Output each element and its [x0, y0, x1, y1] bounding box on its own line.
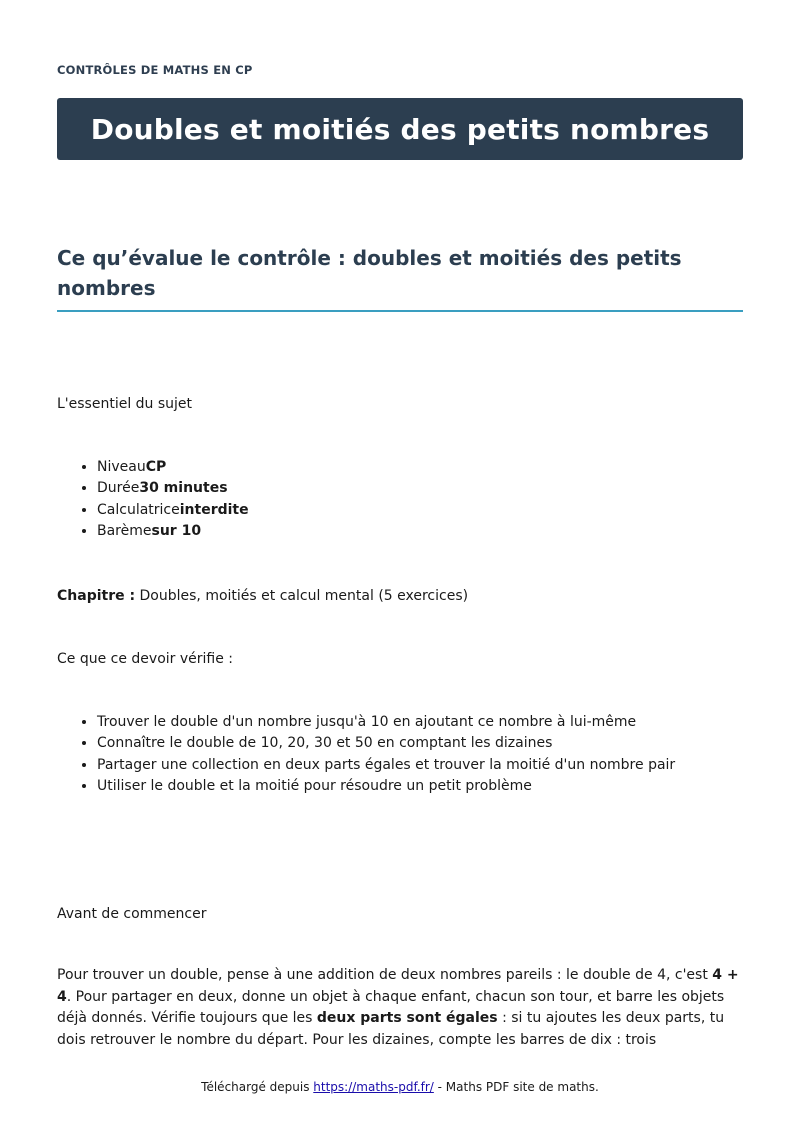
checks-list — [57, 712, 675, 797]
footer: Téléchargé depuis https://maths-pdf.fr/ - Maths PDF site de maths. — [201, 1080, 599, 1094]
chapter-label: Chapitre : — [57, 588, 136, 604]
list-item: • Barèmesur 10 — [97, 521, 249, 542]
page-title: Doubles et moitiés des petits nombres — [90, 112, 710, 146]
checks-heading: Ce que ce devoir vérifie : — [57, 651, 234, 667]
list-item: • Utiliser le double et la moitié pour résoudre un petit problème — [97, 776, 675, 797]
before-heading: Avant de commencer — [57, 906, 207, 922]
footer-link[interactable]: https://maths-pdf.fr/ — [313, 1080, 434, 1094]
list-item: • Trouver le double d'un nombre jusqu'à 10 en ajoutant ce nombre à lui-même — [97, 712, 675, 733]
essentials-list — [57, 457, 249, 542]
list-item: • NiveauCP — [97, 457, 249, 478]
list-item: • Partager une collection en deux parts égales et trouver la moitié d'un nombre pair — [97, 755, 675, 776]
before-paragraph: Pour trouver un double, pense à une addition de deux nombres pareils : le double de 4, c'est 4 + 4. Pour partager en deux, donne un objet à chaque enfant, chacun son tour, et barre les objets déjà donnés. Vérifie toujours que les deux parts sont égales : si tu ajoutes les deux parts, tu dois retrouver le nombre du départ. Pour les dizaines, compte les barres de dix : trois — [57, 967, 739, 1048]
essentials-heading: L'essentiel du sujet — [57, 396, 193, 412]
page-kicker: CONTRÔLES DE MATHS EN CP — [57, 63, 253, 77]
list-item: • Calculatriceinterdite — [97, 500, 249, 521]
title-banner — [57, 98, 743, 160]
section-title: Ce qu’évalue le contrôle : doubles et moitiés des petits nombres — [57, 243, 743, 312]
chapter-text: Doubles, moitiés et calcul mental (5 exercices) — [135, 588, 469, 604]
list-item: • Durée30 minutes — [97, 478, 249, 499]
list-item: • Connaître le double de 10, 20, 30 et 50 en comptant les dizaines — [97, 733, 675, 754]
chapter-line — [57, 586, 468, 607]
